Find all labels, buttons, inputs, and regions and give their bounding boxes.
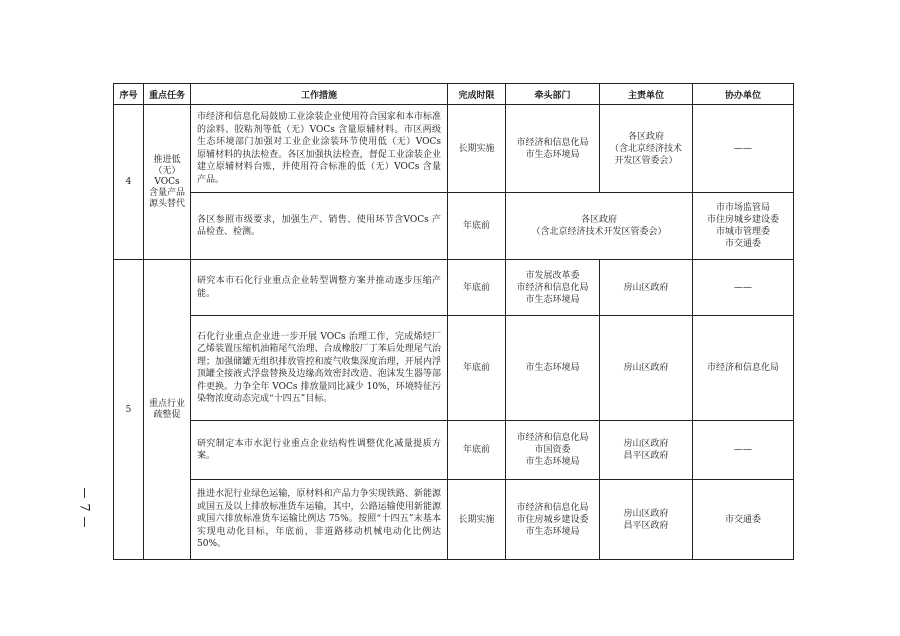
- header-measure: 工作措施: [191, 84, 448, 105]
- main-cell: 房山区政府: [600, 316, 693, 421]
- main-cell: 各区政府 （含北京经济技术 开发区管委会）: [600, 105, 693, 193]
- deadline-cell: 年底前: [448, 193, 506, 260]
- lead-cell: 市经济和信息化局 市住房城乡建设委 市生态环境局: [506, 480, 600, 560]
- measure-cell: 推进水泥行业绿色运输，原材料和产品力争实现铁路、新能源或国五及以上排放标准货车运输，其中，公路运输使用新能源或国六排放标准货车运输比例达 75%。按照“十四五”末基本实现电动化目标，年底前，非道路移动机械电动化比例达 50%。: [191, 480, 448, 560]
- header-seq: 序号: [114, 84, 144, 105]
- header-row: [114, 84, 794, 105]
- measure-cell: 各区参照市级要求，加强生产、销售、使用环节含VOCs 产品检查、检测。: [191, 193, 448, 260]
- assist-cell: ——: [693, 260, 794, 316]
- deadline-cell: 年底前: [448, 260, 506, 316]
- main-cell: 房山区政府 昌平区政府: [600, 421, 693, 480]
- assist-cell: ——: [693, 421, 794, 480]
- header-deadline: 完成时限: [448, 84, 506, 105]
- lead-main-merged-cell: 各区政府 （含北京经济技术开发区管委会）: [506, 193, 693, 260]
- measure-cell: 研究制定本市水泥行业重点企业结构性调整优化减量提质方案。: [191, 421, 448, 480]
- lead-cell: 市经济和信息化局 市生态环境局: [506, 105, 600, 193]
- deadline-cell: 年底前: [448, 316, 506, 421]
- seq-cell: 4: [114, 105, 144, 260]
- table-row: [114, 105, 794, 193]
- table-row: [114, 193, 794, 260]
- task-cell: 推进低 （无） VOCs 含量产品 源头替代: [144, 105, 191, 260]
- assist-cell: ——: [693, 105, 794, 193]
- assist-cell: 市交通委: [693, 480, 794, 560]
- assist-cell: 市市场监管局 市住房城乡建设委 市城市管理委 市交通委: [693, 193, 794, 260]
- main-cell: 房山区政府: [600, 260, 693, 316]
- task-cell: 重点行业 疏整促: [144, 260, 191, 560]
- header-lead: 牵头部门: [506, 84, 600, 105]
- seq-cell: 5: [114, 260, 144, 560]
- header-main: 主责单位: [600, 84, 693, 105]
- page-number-dash-top: [84, 488, 85, 498]
- deadline-cell: 长期实施: [448, 480, 506, 560]
- table-row: [114, 480, 794, 560]
- measures-table: [113, 83, 794, 560]
- assist-cell: 市经济和信息化局: [693, 316, 794, 421]
- deadline-cell: 长期实施: [448, 105, 506, 193]
- page-number-dash-bottom: [84, 517, 85, 527]
- lead-cell: 市经济和信息化局 市国资委 市生态环境局: [506, 421, 600, 480]
- lead-cell: 市生态环境局: [506, 316, 600, 421]
- page-number-text: 7: [76, 502, 92, 512]
- header-assist: 协办单位: [693, 84, 794, 105]
- table-row: [114, 421, 794, 480]
- measure-cell: 石化行业重点企业进一步开展 VOCs 治理工作，完成烯烃厂乙烯装置压缩机油箱尾气治理、合成橡胶厂丁苯后处理尾气治理；加强储罐无组织排放管控和废气收集深度治理，开展内浮顶罐全接液式浮盘替换及边缘高效密封改造、泡沫发生器等部件更换。力争全年 VOCs 排放量同比减少 10%，环境特征污染物浓度动态完成“十四五”目标。: [191, 316, 448, 421]
- measure-cell: 研究本市石化行业重点企业转型调整方案并推动逐步压缩产能。: [191, 260, 448, 316]
- deadline-cell: 年底前: [448, 421, 506, 480]
- header-task: 重点任务: [144, 84, 191, 105]
- main-cell: 房山区政府 昌平区政府: [600, 480, 693, 560]
- table-row: [114, 260, 794, 316]
- measure-cell: 市经济和信息化局鼓励工业涂装企业使用符合国家和本市标准的涂料、胶粘剂等低（无）VOCs 含量原辅材料。市区两级生态环境部门加强对工业企业涂装环节使用低（无）VOCs 原辅材料的执法检查。各区加强执法检查，督促工业涂装企业建立原辅材料台账，并使用符合标准的低（无）VOCs 含量产品。: [191, 105, 448, 193]
- page-number: [64, 484, 104, 530]
- table-row: [114, 316, 794, 421]
- lead-cell: 市发展改革委 市经济和信息化局 市生态环境局: [506, 260, 600, 316]
